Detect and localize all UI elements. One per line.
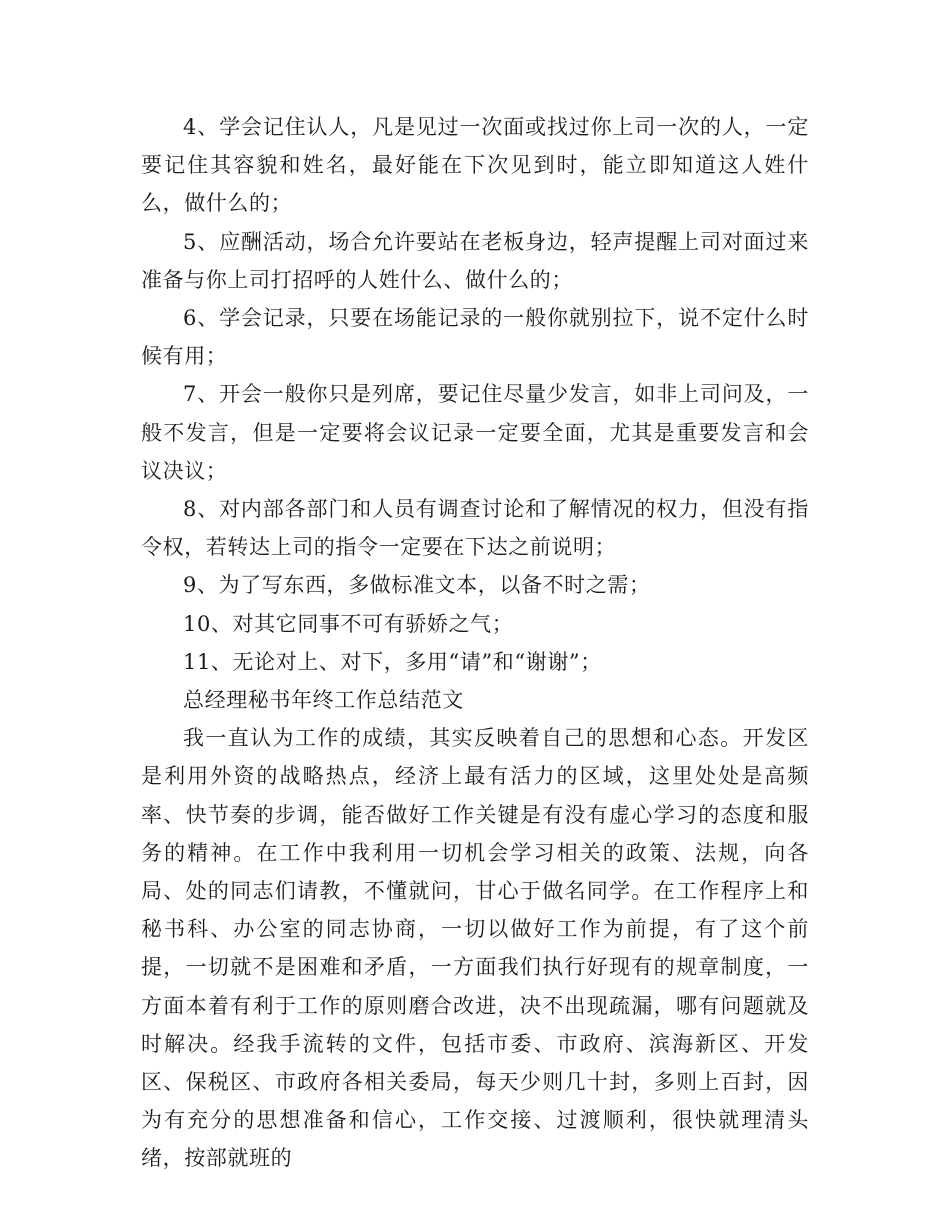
document-body xyxy=(141,108,809,1178)
list-item-10: 10、对其它同事不可有骄娇之气； xyxy=(183,611,514,636)
list-item-4: 4、学会记住认人，凡是见过一次面或找过你上司一次的人，一定要记住其容貌和姓名，最好能在下次见到时，能立即知道这人姓什么，做什么的； xyxy=(141,115,809,216)
list-item-5: 5、应酬活动，场合允许要站在老板身边，轻声提醒上司对面过来准备与你上司打招呼的人姓什么、做什么的； xyxy=(141,229,809,292)
list-item-6: 6、学会记录，只要在场能记录的一般你就别拉下，说不定什么时候有用； xyxy=(141,306,809,369)
list-item-9: 9、为了写东西，多做标准文本，以备不时之需； xyxy=(183,573,651,598)
list-item-11: 11、无论对上、对下，多用“请”和“谢谢”； xyxy=(183,649,602,674)
section-title: 总经理秘书年终工作总结范文 xyxy=(183,688,464,713)
list-item-7: 7、开会一般你只是列席，要记住尽量少发言，如非上司问及，一般不发言，但是一定要将会议记录一定要全面，尤其是重要发言和会议决议； xyxy=(141,382,809,483)
body-paragraph: 我一直认为工作的成绩，其实反映着自己的思想和心态。开发区是利用外资的战略热点，经济上最有活力的区域，这里处处是高频率、快节奏的步调，能否做好工作关键是有没有虚心学习的态度和服务的精神。在工作中我利用一切机会学习相关的政策、法规，向各局、处的同志们请教，不懂就问，甘心于做名同学。在工作程序上和秘书科、办公室的同志协商，一切以做好工作为前提，有了这个前提，一切就不是困难和矛盾，一方面我们执行好现有的规章制度，一方面本着有利于工作的原则磨合改进，决不出现疏漏，哪有问题就及时解决。经我手流转的文件，包括市委、市政府、滨海新区、开发区、保税区、市政府各相关委局，每天少则几十封，多则上百封，因为有充分的思想准备和信心，工作交接、过渡顺利，很快就理清头绪，按部就班的 xyxy=(141,726,809,1171)
list-item-8: 8、对内部各部门和人员有调查讨论和了解情况的权力，但没有指令权，若转达上司的指令一定要在下达之前说明； xyxy=(141,497,809,560)
